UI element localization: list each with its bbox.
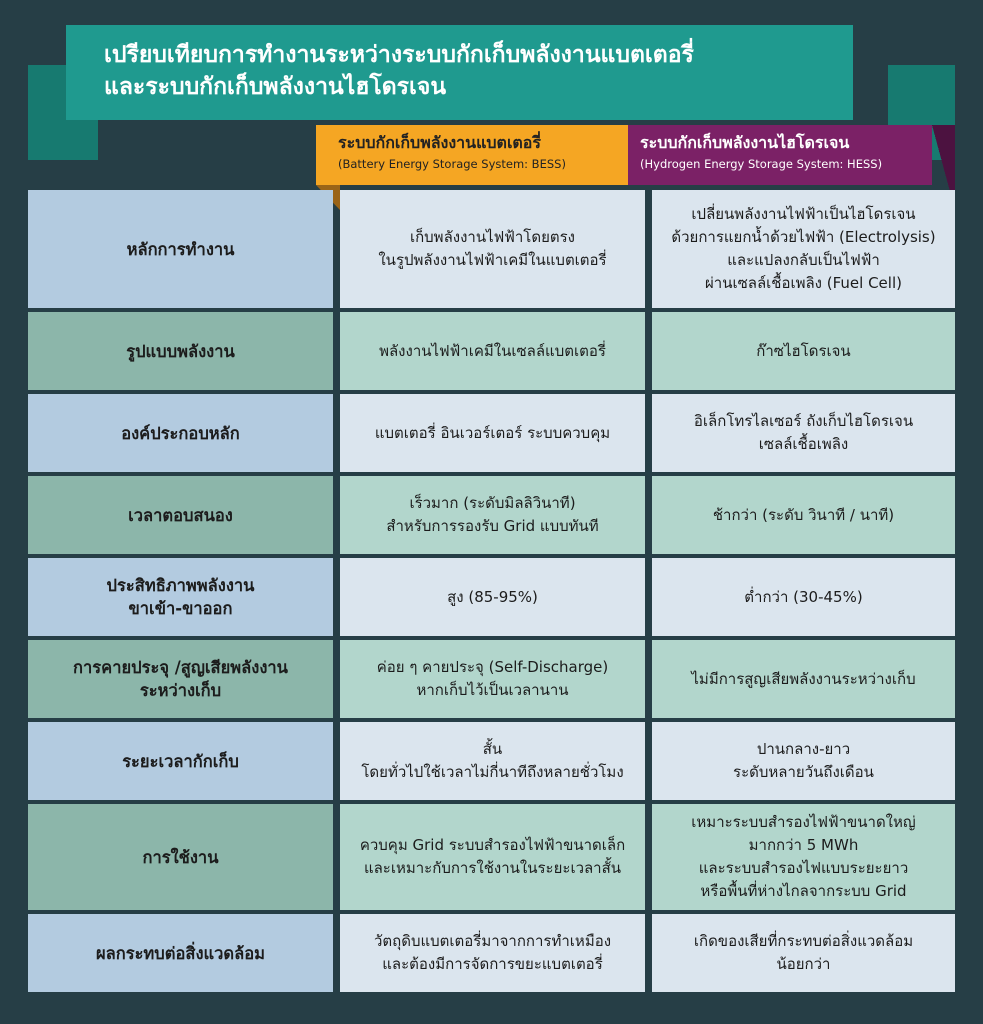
row-label: การคายประจุ /สูญเสียพลังงาน ระหว่างเก็บ bbox=[28, 640, 333, 718]
hess-cell: เปลี่ยนพลังงานไฟฟ้าเป็นไฮโดรเจน ด้วยการแยกน้ำด้วยไฟฟ้า (Electrolysis) และแปลงกลับเป็นไฟฟ้า ผ่านเซลล์เชื้อเพลิง (Fuel Cell) bbox=[652, 190, 955, 308]
row-label: รูปแบบพลังงาน bbox=[28, 312, 333, 390]
bess-cell: เร็วมาก (ระดับมิลลิวินาที) สำหรับการรองรับ Grid แบบทันที bbox=[340, 476, 645, 554]
bess-cell: ค่อย ๆ คายประจุ (Self-Discharge) หากเก็บไว้เป็นเวลานาน bbox=[340, 640, 645, 718]
row-label: การใช้งาน bbox=[28, 804, 333, 910]
hess-cell: ก๊าซไฮโดรเจน bbox=[652, 312, 955, 390]
page-title bbox=[66, 25, 853, 120]
hess-cell: ต่ำกว่า (30-45%) bbox=[652, 558, 955, 636]
hess-cell: อิเล็กโทรไลเซอร์ ถังเก็บไฮโดรเจน เซลล์เชื้อเพลิง bbox=[652, 394, 955, 472]
bess-cell: สั้น โดยทั่วไปใช้เวลาไม่กี่นาทีถึงหลายชั่วโมง bbox=[340, 722, 645, 800]
bess-title: ระบบกักเก็บพลังงานแบตเตอรี่ bbox=[338, 133, 542, 152]
bess-cell: พลังงานไฟฟ้าเคมีในเซลล์แบตเตอรี่ bbox=[340, 312, 645, 390]
row-label: เวลาตอบสนอง bbox=[28, 476, 333, 554]
bess-cell: วัตถุดิบแบตเตอรี่มาจากการทำเหมือง และต้องมีการจัดการขยะแบตเตอรี่ bbox=[340, 914, 645, 992]
hess-title: ระบบกักเก็บพลังงานไฮโดรเจน bbox=[640, 133, 850, 152]
row-label: ระยะเวลากักเก็บ bbox=[28, 722, 333, 800]
bess-cell: สูง (85-95%) bbox=[340, 558, 645, 636]
column-header-hess bbox=[628, 125, 932, 185]
column-header-bess bbox=[316, 125, 628, 185]
row-label: ผลกระทบต่อสิ่งแวดล้อม bbox=[28, 914, 333, 992]
row-label: หลักการทำงาน bbox=[28, 190, 333, 308]
title-line-2: และระบบกักเก็บพลังงานไฮโดรเจน bbox=[104, 74, 447, 100]
bess-subtitle: (Battery Energy Storage System: BESS) bbox=[338, 157, 566, 171]
row-label: องค์ประกอบหลัก bbox=[28, 394, 333, 472]
row-label: ประสิทธิภาพพลังงาน ขาเข้า-ขาออก bbox=[28, 558, 333, 636]
bess-cell: เก็บพลังงานไฟฟ้าโดยตรง ในรูปพลังงานไฟฟ้าเคมีในแบตเตอรี่ bbox=[340, 190, 645, 308]
hess-cell: ช้ากว่า (ระดับ วินาที / นาที) bbox=[652, 476, 955, 554]
title-line-1: เปรียบเทียบการทำงานระหว่างระบบกักเก็บพลังงานแบตเตอรี่ bbox=[104, 42, 694, 68]
bess-cell: ควบคุม Grid ระบบสำรองไฟฟ้าขนาดเล็ก และเหมาะกับการใช้งานในระยะเวลาสั้น bbox=[340, 804, 645, 910]
bess-cell: แบตเตอรี่ อินเวอร์เตอร์ ระบบควบคุม bbox=[340, 394, 645, 472]
hess-cell: ปานกลาง-ยาว ระดับหลายวันถึงเดือน bbox=[652, 722, 955, 800]
hess-cell: ไม่มีการสูญเสียพลังงานระหว่างเก็บ bbox=[652, 640, 955, 718]
hess-cell: เกิดของเสียที่กระทบต่อสิ่งแวดล้อม น้อยกว่า bbox=[652, 914, 955, 992]
hess-subtitle: (Hydrogen Energy Storage System: HESS) bbox=[640, 157, 883, 171]
hess-cell: เหมาะระบบสำรองไฟฟ้าขนาดใหญ่ มากกว่า 5 MWh และระบบสำรองไฟแบบระยะยาว หรือพื้นที่ห่างไกลจากระบบ Grid bbox=[652, 804, 955, 910]
